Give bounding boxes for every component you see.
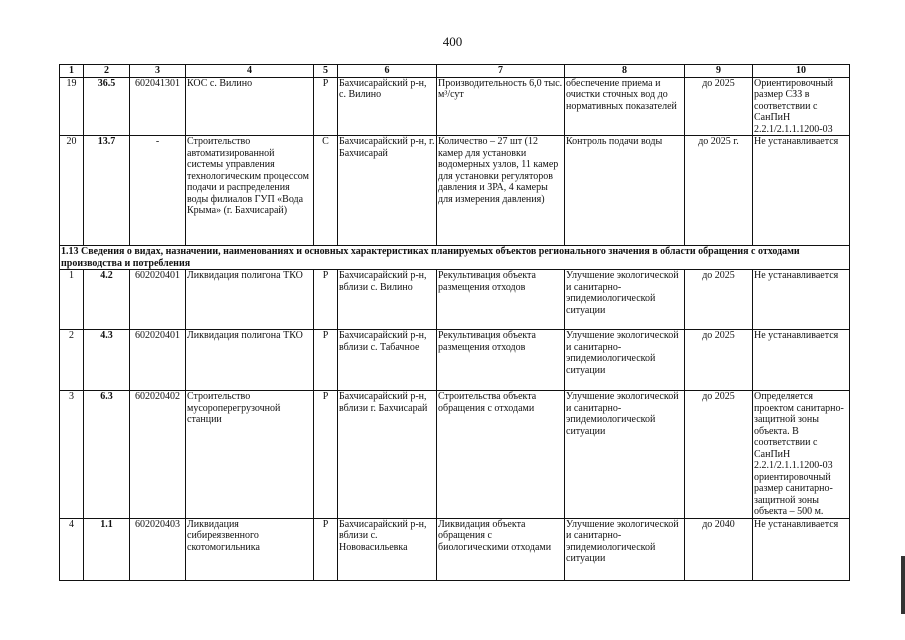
row-zone: Не устанавливается: [753, 330, 850, 391]
row-status: Р: [314, 391, 338, 519]
page-number: 400: [442, 34, 463, 49]
row-number: 4: [60, 518, 84, 580]
row-location: Бахчисарайский р-н, с. Вилино: [338, 77, 437, 136]
row-number: 1: [60, 270, 84, 330]
row-location: Бахчисарайский р-н, вблизи с. Нововасильевка: [338, 518, 437, 580]
row-zone: Не устанавливается: [753, 518, 850, 580]
row-purpose: Улучшение экологической и санитарно-эпидемиологической ситуации: [565, 391, 685, 519]
row-area: 4.3: [84, 330, 130, 391]
row-location: Бахчисарайский р-н, г. Бахчисарай: [338, 136, 437, 246]
row-params: Ликвидация объекта обращения с биологическими отходами: [437, 518, 565, 580]
row-params: Рекультивация объекта размещения отходов: [437, 270, 565, 330]
column-header: 1: [60, 65, 84, 78]
row-code: 602020401: [130, 270, 186, 330]
row-purpose: Улучшение экологической и санитарно-эпидемиологической ситуации: [565, 330, 685, 391]
row-area: 1.1: [84, 518, 130, 580]
table-row: [60, 270, 850, 330]
row-params: Строительства объекта обращения с отходами: [437, 391, 565, 519]
column-header: 8: [565, 65, 685, 78]
row-zone: Ориентировочный размер СЗЗ в соответствии с СанПиН 2.2.1/2.1.1.1200-03: [753, 77, 850, 136]
row-name: Строительство автоматизированной системы управления технологическим процессом подачи и распределения воды филиалов ГУП «Вода Крыма» (г. Бахчисарай): [186, 136, 314, 246]
row-params: Количество – 27 шт (12 камер для установки водомерных узлов, 11 камер для установки регуляторов давления и ЗРА, 4 камеры для измерения давления): [437, 136, 565, 246]
row-zone: Не устанавливается: [753, 136, 850, 246]
row-number: 2: [60, 330, 84, 391]
row-name: Строительство мусороперегрузочной станции: [186, 391, 314, 519]
row-params: Производительность 6,0 тыс. м³/сут: [437, 77, 565, 136]
row-code: 602041301: [130, 77, 186, 136]
row-location: Бахчисарайский р-н, вблизи с. Табачное: [338, 330, 437, 391]
row-name: Ликвидация полигона ТКО: [186, 270, 314, 330]
row-term: до 2025: [685, 77, 753, 136]
row-area: 36.5: [84, 77, 130, 136]
column-header-row: [60, 65, 850, 78]
column-header: 2: [84, 65, 130, 78]
row-code: -: [130, 136, 186, 246]
row-code: 602020401: [130, 330, 186, 391]
row-area: 13.7: [84, 136, 130, 246]
row-zone: Не устанавливается: [753, 270, 850, 330]
row-number: 20: [60, 136, 84, 246]
section-title: 1.13 Сведения о видах, назначении, наименованиях и основных характеристиках планируемых объектов регионального значения в области обращения с отходами производства и потребления: [60, 246, 850, 270]
row-code: 602020403: [130, 518, 186, 580]
column-header: 4: [186, 65, 314, 78]
table-row: [60, 330, 850, 391]
row-name: Ликвидация полигона ТКО: [186, 330, 314, 391]
row-number: 19: [60, 77, 84, 136]
row-term: до 2025: [685, 270, 753, 330]
column-header: 5: [314, 65, 338, 78]
row-area: 6.3: [84, 391, 130, 519]
row-purpose: Улучшение экологической и санитарно-эпидемиологической ситуации: [565, 270, 685, 330]
column-header: 3: [130, 65, 186, 78]
data-table: [59, 64, 850, 581]
row-status: Р: [314, 518, 338, 580]
row-term: до 2025 г.: [685, 136, 753, 246]
column-header: 9: [685, 65, 753, 78]
table-row: [60, 391, 850, 519]
row-status: Р: [314, 330, 338, 391]
row-zone: Определяется проектом санитарно-защитной зоны объекта. В соответствии с СанПиН 2.2.1/2.1.1.1200-03 ориентировочный размер санитарно-защитной зоны объекта – 500 м.: [753, 391, 850, 519]
row-code: 602020402: [130, 391, 186, 519]
row-status: Р: [314, 77, 338, 136]
row-purpose: Контроль подачи воды: [565, 136, 685, 246]
scan-edge-mark: [901, 556, 905, 614]
row-location: Бахчисарайский р-н, вблизи с. Вилино: [338, 270, 437, 330]
row-name: КОС с. Вилино: [186, 77, 314, 136]
row-term: до 2040: [685, 518, 753, 580]
row-purpose: Улучшение экологической и санитарно-эпидемиологической ситуации: [565, 518, 685, 580]
table-row: [60, 136, 850, 246]
row-term: до 2025: [685, 330, 753, 391]
row-purpose: обеспечение приема и очистки сточных вод до нормативных показателей: [565, 77, 685, 136]
column-header: 6: [338, 65, 437, 78]
row-status: Р: [314, 270, 338, 330]
row-location: Бахчисарайский р-н, вблизи г. Бахчисарай: [338, 391, 437, 519]
row-status: С: [314, 136, 338, 246]
column-header: 7: [437, 65, 565, 78]
row-term: до 2025: [685, 391, 753, 519]
section-heading-row: [60, 246, 850, 270]
table-row: [60, 77, 850, 136]
column-header: 10: [753, 65, 850, 78]
row-area: 4.2: [84, 270, 130, 330]
row-number: 3: [60, 391, 84, 519]
row-params: Рекультивация объекта размещения отходов: [437, 330, 565, 391]
table-row: [60, 518, 850, 580]
row-name: Ликвидация сибиреязвенного скотомогильника: [186, 518, 314, 580]
